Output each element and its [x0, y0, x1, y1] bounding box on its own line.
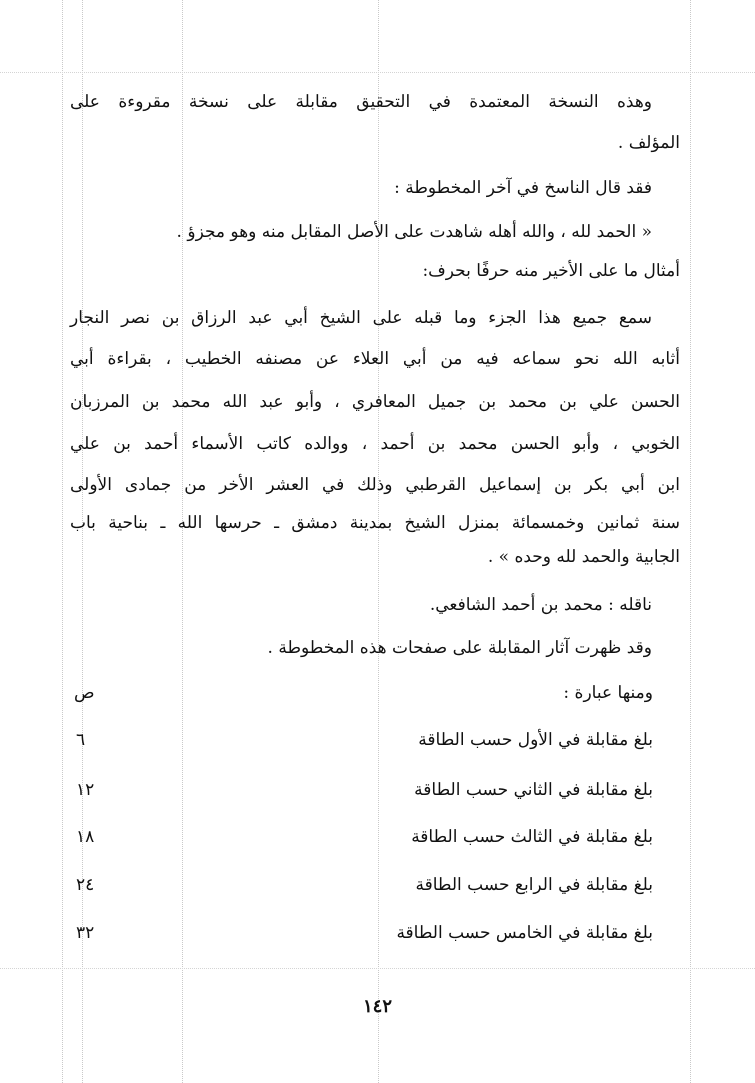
text-line: المؤلف .	[617, 133, 680, 153]
text-line: أمثال ما على الأخير منه حرفًا بحرف:	[422, 261, 680, 281]
row-text: بلغ مقابلة في الأول حسب الطاقة	[418, 730, 653, 750]
table-row	[66, 777, 680, 803]
guide-line	[0, 72, 755, 73]
guide-line	[690, 0, 691, 1083]
text-line: فقد قال الناسخ في آخر المخطوطة :	[394, 178, 652, 198]
guide-line	[0, 968, 755, 969]
row-page: ٢٤	[76, 875, 95, 895]
text-line: الخوبي ، وأبو الحسن محمد بن أحمد ، ووالده كاتب الأسماء أحمد بن علي	[70, 434, 680, 454]
text-line: سنة ثمانين وخمسمائة بمنزل الشيخ بمدينة دمشق ـ حرسها الله ـ بناحية باب	[70, 513, 680, 533]
text-line: « الحمد لله ، والله أهله شاهدت على الأصل المقابل منه وهو مجزؤ .	[176, 222, 652, 242]
guide-line	[62, 0, 63, 1083]
page-number: ١٤٢	[362, 996, 392, 1017]
row-text: بلغ مقابلة في الخامس حسب الطاقة	[396, 923, 653, 943]
row-page: ٣٢	[76, 923, 95, 943]
text-line: ناقله : محمد بن أحمد الشافعي.	[429, 595, 652, 615]
text-line: وهذه النسخة المعتمدة في التحقيق مقابلة على نسخة مقروءة على	[70, 92, 652, 112]
table-row	[66, 824, 680, 850]
row-text: بلغ مقابلة في الرابع حسب الطاقة	[415, 875, 653, 895]
row-page: ١٨	[76, 827, 95, 847]
row-page: ٦	[76, 730, 86, 750]
table-row	[66, 727, 680, 753]
text-line: سمع جميع هذا الجزء وما قبله على الشيخ أبي عبد الرزاق بن نصر النجار	[70, 308, 652, 328]
table-intro: ومنها عبارة :	[563, 683, 653, 703]
table-row	[66, 920, 680, 946]
row-page: ١٢	[76, 780, 95, 800]
page-column-header: ص	[74, 683, 95, 703]
row-text: بلغ مقابلة في الثاني حسب الطاقة	[414, 780, 653, 800]
table-row	[66, 872, 680, 898]
text-line: وقد ظهرت آثار المقابلة على صفحات هذه المخطوطة .	[267, 638, 652, 658]
table-header-row	[66, 680, 680, 706]
text-line: الحسن علي بن محمد بن جميل المعافري ، وأبو عبد الله محمد بن المرزبان	[70, 392, 680, 412]
text-line: أثابه الله نحو سماعه فيه من أبي العلاء عن مصنفه الخطيب ، بقراءة أبي	[70, 349, 680, 369]
text-line: الجابية والحمد لله وحده » .	[487, 547, 680, 567]
row-text: بلغ مقابلة في الثالث حسب الطاقة	[411, 827, 653, 847]
text-line: ابن أبي بكر بن إسماعيل القرطبي وذلك في العشر الأخر من جمادى الأولى	[70, 475, 680, 495]
